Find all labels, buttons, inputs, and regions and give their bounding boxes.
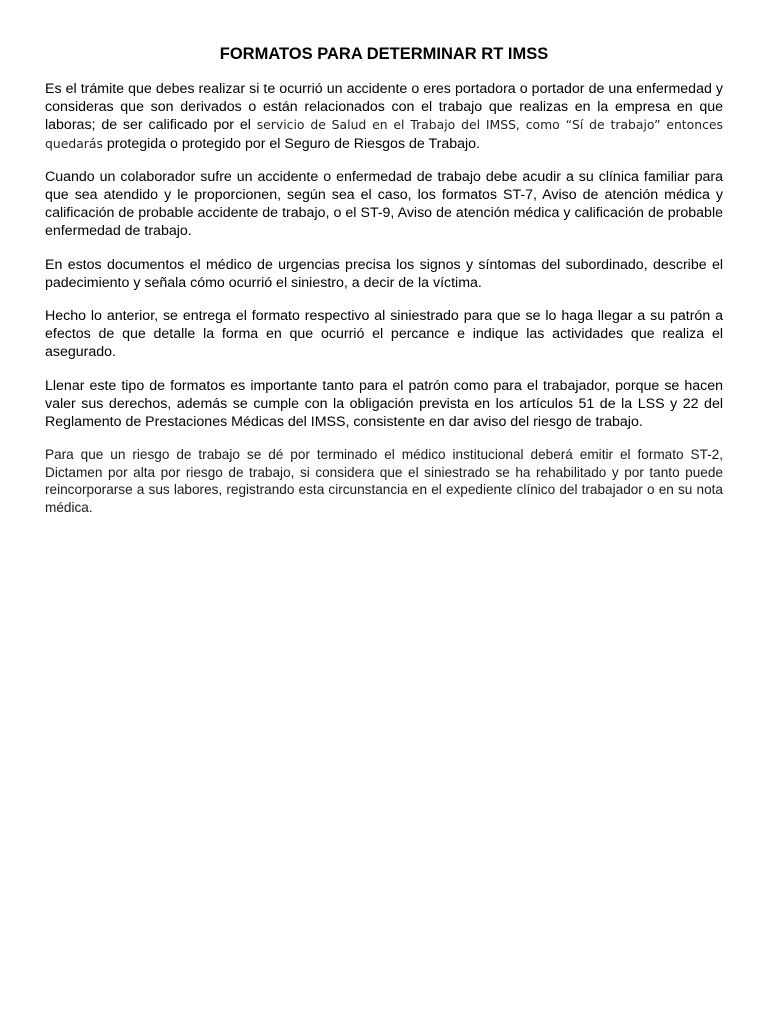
paragraph-definition-ending: protegida o protegido por el Seguro de Riesgos de Trabajo. [106, 135, 480, 152]
paragraph-employer-delivery: Hecho lo anterior, se entrega el formato respectivo al siniestrado para que se lo haga llegar a su patrón a efectos de que detalle la forma en que ocurrió el percance e indique las actividades que realiza el asegurado. [45, 308, 723, 361]
document-title: FORMATOS PARA DETERMINAR RT IMSS [219, 45, 549, 63]
paragraph-st2-discharge: Para que un riesgo de trabajo se dé por terminado el médico institucional deberá emitir el formato ST-2, Dictamen por alta por riesgo de trabajo, si considera que el siniestrado se ha rehabilitado y por tanto puede reincorporarse a sus labores, registrando esta circunstancia en el expediente clínico del trabajador o en su nota médica. [45, 447, 723, 515]
paragraph-procedure: Cuando un colaborador sufre un accidente o enfermedad de trabajo debe acudir a su clínica familiar para que sea atendido y le proporcionen, según sea el caso, los formatos ST-7, Aviso de atención médica y calificación de probable accidente de trabajo, o el ST-9, Aviso de atención médica y calificación de probable enfermedad de trabajo. [45, 168, 723, 240]
document-page [45, 44, 723, 531]
paragraph-doctor-report: En estos documentos el médico de urgencias precisa los signos y síntomas del subordinado, describe el padecimiento y señala cómo ocurrió el siniestro, a decir de la víctima. [45, 256, 723, 291]
paragraph-definition-text: Es el trámite que debes realizar si te ocurrió un accidente o eres portadora o portador de una enfermedad y consideras que son derivados o están relacionados con el trabajo que realizas en la empresa en que laboras; de ser calificado por el [45, 81, 723, 134]
paragraph-importance: Llenar este tipo de formatos es importante tanto para el patrón como para el trabajador, porque se hacen valer sus derechos, además se cumple con la obligación prevista en los artículos 51 de la LSS y 22 del Reglamento de Prestaciones Médicas del IMSS, consistente en dar aviso del riesgo de trabajo. [45, 377, 723, 431]
paragraph-definition [45, 80, 723, 153]
paragraph-definition-highlight: servicio de Salud en el Trabajo del IMSS, como “Sí de trabajo” entonces quedarás [45, 117, 723, 151]
